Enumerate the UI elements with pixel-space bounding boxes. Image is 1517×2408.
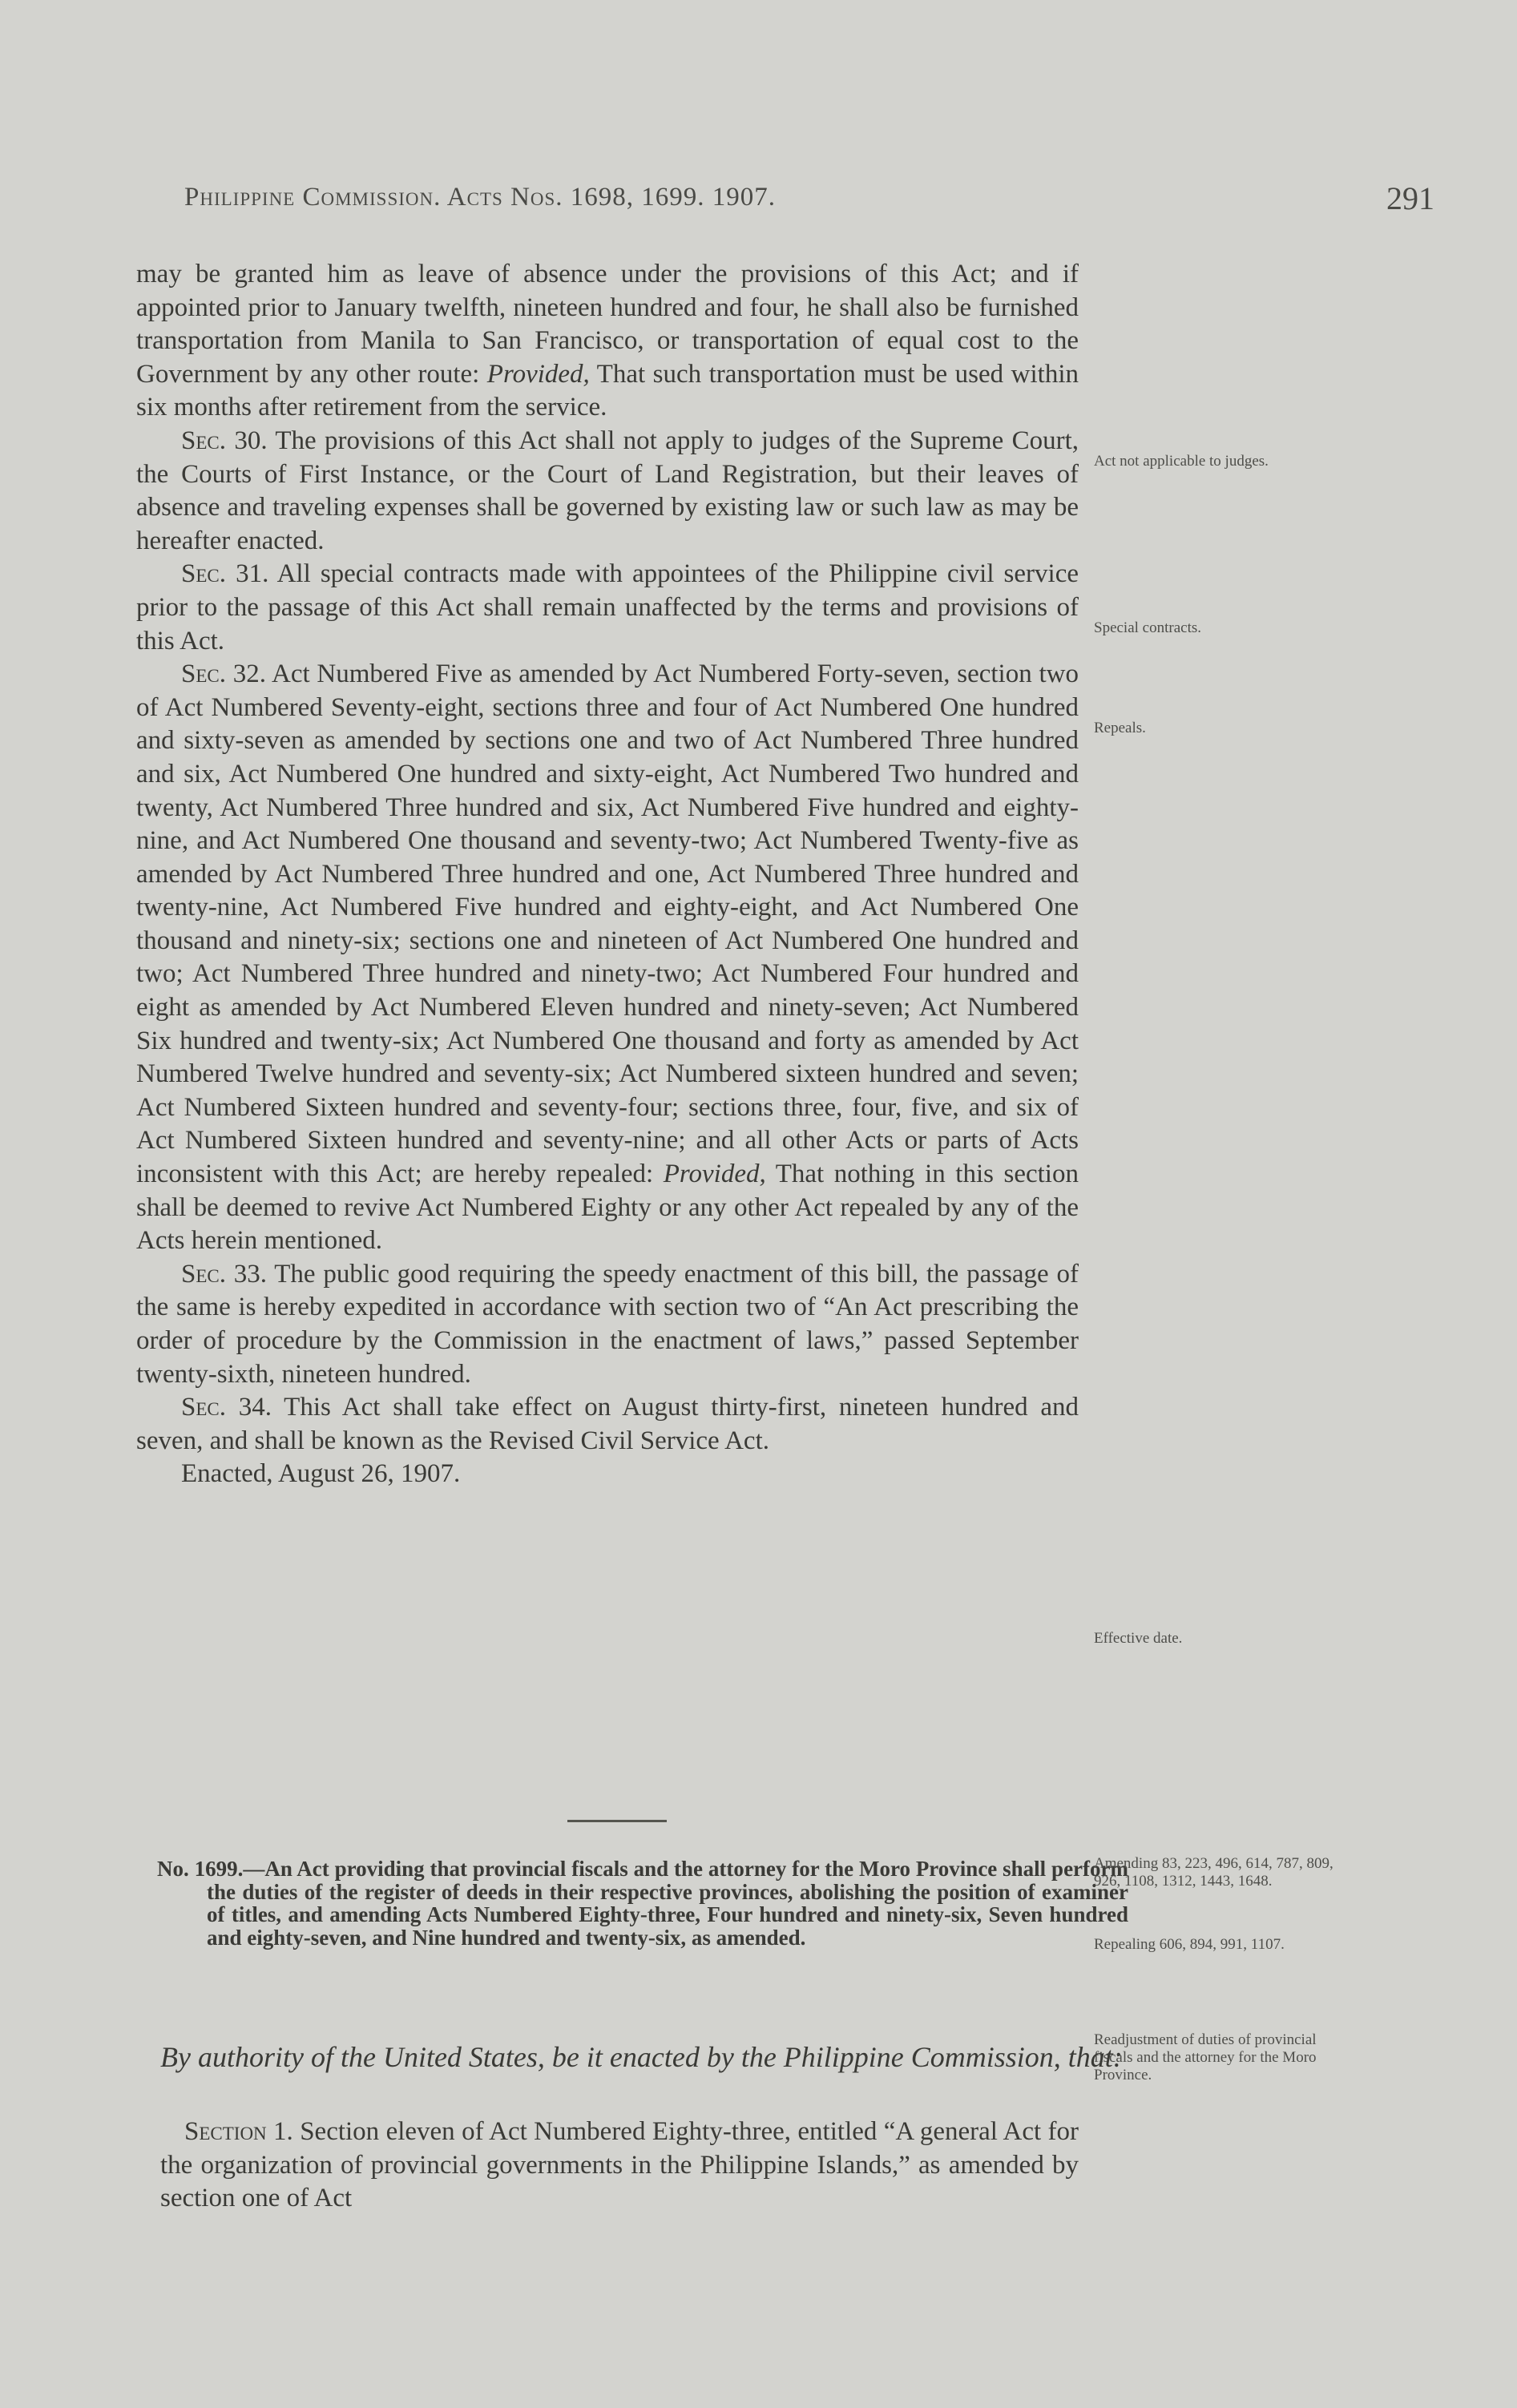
sidenote-act-not-applicable: Act not applicable to judges. [1094, 453, 1269, 470]
section-label: Sec. 34. [181, 1393, 272, 1422]
sidenote-repeals: Repeals. [1094, 720, 1146, 736]
page-number: 291 [1386, 180, 1434, 216]
section-34: Sec. 34. This Act shall take effect on August thirty-first, nineteen hundred and seven, and shall be known as the Revised Civil Service Act. [136, 1393, 1079, 1455]
section-label: Section 1. [184, 2117, 293, 2146]
enacting-clause: By authority of the United States, be it enacted by the Philippine Commission, that: [160, 2041, 1123, 2073]
section-31: Sec. 31. All special contracts made with appointees of the Philippine civil service prior to the passage of this Act shall remain unaffected by the terms and provisions of this Act. [136, 559, 1079, 655]
section-label: Sec. 33. [181, 1259, 268, 1289]
section-33: Sec. 33. The public good requiring the speedy enactment of this bill, the passage of the same is hereby expedited in accordance with section two of “An Act prescribing the order of procedure by the Commission in the enactment of laws,” passed September twenty-sixth, nineteen hundred. [136, 1259, 1079, 1389]
page-header [184, 180, 1434, 223]
sidenote-repealing: Repealing 606, 894, 991, 1107. [1094, 1936, 1285, 1953]
section-divider [567, 1820, 667, 1822]
running-head: Philippine Commission. Acts Nos. 1698, 1699. 1907. [184, 183, 777, 212]
act-1699-section-1: Section 1. Section eleven of Act Numbered Eighty-three, entitled “A general Act for the organization of provincial governments in the Philippine Islands,” as amended by section one of Act [160, 2117, 1079, 2213]
section-30: Sec. 30. The provisions of this Act shall not apply to judges of the Supreme Court, the Courts of First Instance, or the Court of Land Registration, but their leaves of absence and traveling expenses shall be governed by existing law or such law as may be hereafter enacted. [136, 426, 1079, 555]
act-number: No. 1699. [157, 1857, 244, 1881]
main-text [136, 258, 1079, 1491]
section-label: Sec. 30. [181, 426, 268, 455]
section-32: Sec. 32. Act Numbered Five as amended by Act Numbered Forty-seven, section two of Act Numbered Seventy-eight, sections three and four of Act Numbered One hundred and sixty-seven as amended by sections one and two of Act Numbered Three hundred and six, Act Numbered One hundred and sixty-eight, Act Numbered Two hundred and twenty, Act Numbered Three hundred and six, Act Numbered Five hundred and eighty-nine, and Act Numbered One thousand and seventy-two; Act Numbered Twenty-five as amended by Act Numbered Three hundred and one, Act Numbered Three hundred and twenty-nine, Act Numbered Five hundred and eighty-eight, and Act Numbered One thousand and ninety-six; sections one and nineteen of Act Numbered One hundred and two; Act Numbered Three hundred and ninety-two; Act Numbered Four hundred and eight as amended by Act Numbered Eleven hundred and ninety-seven; Act Numbered Six hundred and twenty-six; Act Numbered One thousand and forty as amended by Act Numbered Twelve hundred and seventy-six; Act Numbered sixteen hundred and seven; Act Numbered Sixteen hundred and seventy-four; sections three, four, five, and six of Act Numbered Sixteen hundred and seventy-nine; and all other Acts or parts of Acts inconsistent with this Act; are hereby repealed: Provided, That nothing in this section shall be deemed to revive Act Numbered Eighty or any other Act repealed by any of the Acts herein mentioned. [136, 659, 1079, 1256]
continuation-paragraph: may be granted him as leave of absence under the provisions of this Act; and if appointed prior to January twelfth, nineteen hundred and four, he shall also be furnished transportation from Manila to San Francisco, or transportation of equal cost to the Government by any other route: Provided, That such transportation must be used within six months after retirement from the service. [136, 260, 1079, 422]
sidenote-amending: Amending 83, 223, 496, 614, 787, 809, 926, 1108, 1312, 1443, 1648. [1094, 1855, 1333, 1890]
section-label: Sec. 32. [181, 659, 267, 689]
sidenote-effective-date: Effective date. [1094, 1630, 1183, 1647]
sidenote-special-contracts: Special contracts. [1094, 619, 1202, 636]
sidenote-readjustment: Readjustment of duties of provincial fiscals and the attorney for the Moro Province. [1094, 2031, 1317, 2083]
enacted-line: Enacted, August 26, 1907. [181, 1459, 461, 1489]
act-1699-title: No. 1699.—An Act providing that provincial fiscals and the attorney for the Moro Province shall perform the duties of the register of deeds in their respective provinces, abolishing the position of examiner of titles, and amending Acts Numbered Eighty-three, Four hundred and ninety-six, Seven hundred and eighty-seven, and Nine hundred and twenty-six, as amended. [157, 1857, 1129, 1950]
section-label: Sec. 31. [181, 559, 269, 589]
